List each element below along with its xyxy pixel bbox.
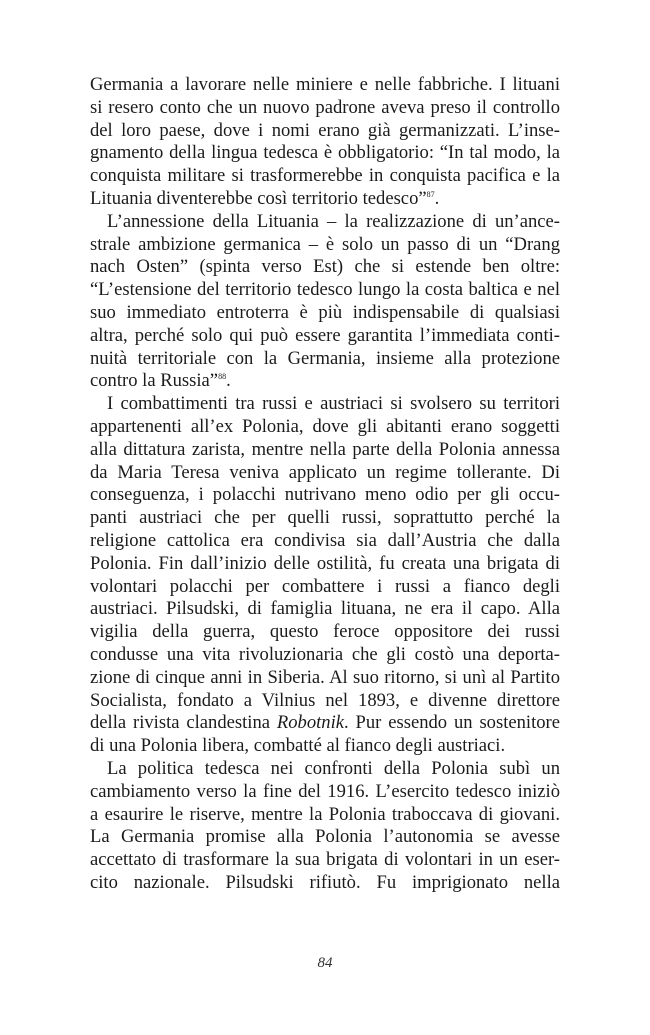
text-line: strale ambizione germanica – è solo un passo di un “Drang [90,233,560,255]
text-line: panti austriaci che per quelli russi, soprattutto perché la [90,507,560,529]
text-segment: . [434,187,440,209]
text-line [90,188,560,211]
text-segment: . Pur essendo un sostenitore [344,712,561,734]
text-line: Polonia. Fin dall’inizio delle ostilità, fu creata una brigata di [90,552,560,574]
text-line: gnamento della lingua tedesca è obbligatorio: “In tal modo, la [90,142,560,164]
text-line: zione di cinque anni in Siberia. Al suo ritorno, si unì al Partito [90,666,560,688]
paragraph [90,74,560,211]
text-line: suo immediato entroterra è più indispensabile di qualsiasi [90,301,560,323]
text-line: nach Osten” (spinta verso Est) che si estende ben oltre: [90,256,560,278]
text-segment: Lituania diventerebbe così territorio tedesco” [90,187,427,209]
periodical-title: Robotnik [276,712,345,734]
text-line: I combattimenti tra russi e austriaci si svolsero su territori [107,393,560,415]
text-line: volontari polacchi per combattere i russi a fianco degli [90,575,560,597]
text-segment: . [226,370,231,392]
text-segment: contro la Russia” [90,370,219,392]
text-line: vigilia della guerra, questo feroce oppositore dei russi [90,621,560,643]
text-line: del loro paese, dove i nomi erano già germanizzati. L’inse- [90,119,560,141]
text-line: appartenenti all’ex Polonia, dove gli abitanti erano soggetti [90,415,560,437]
text-line: di una Polonia libera, combatté al fianco degli austriaci. [90,735,506,757]
footnote-reference: 88 [218,372,227,382]
text-line: conquista militare si trasformerebbe in conquista pacifica e la [90,165,560,187]
text-line: Germania a lavorare nelle miniere e nelle fabbriche. I lituani [90,74,560,95]
text-line: La Germania promise alla Polonia l’autonomia se avesse [90,826,560,848]
text-line: accettato di trasformare la sua brigata di volontari in un eser- [90,849,560,871]
text-line [90,712,560,735]
text-line: cito nazionale. Pilsudski rifiutò. Fu imprigionato nella [90,871,560,893]
paragraph [90,211,560,393]
paragraph [90,393,560,758]
text-line: L’annessione della Lituania – la realizzazione di un’ance- [107,210,560,232]
footnote-reference: 87 [426,189,435,199]
text-line: religione cattolica era condivisa sia dall’Austria che dalla [90,529,560,551]
book-page-body [90,74,560,895]
text-segment: della rivista clandestina [90,712,277,734]
text-line: si resero conto che un nuovo padrone aveva preso il controllo [90,96,560,118]
text-line [90,370,560,393]
paragraph [90,758,560,895]
text-line: austriaci. Pilsudski, di famiglia lituana, ne era il capo. Alla [90,598,560,620]
page-number: 84 [317,955,333,971]
text-line: nuità territoriale con la Germania, insieme alla protezione [90,347,560,369]
text-line: alla dittatura zarista, mentre nella parte della Polonia annessa [90,438,560,460]
text-line: La politica tedesca nei confronti della Polonia subì un [107,757,560,779]
text-line: Socialista, fondato a Vilnius nel 1893, e divenne direttore [90,689,560,711]
text-line: “L’estensione del territorio tedesco lungo la costa baltica e nel [90,279,560,301]
text-line: cambiamento verso la fine del 1916. L’esercito tedesco iniziò [90,780,560,802]
text-line: da Maria Teresa veniva applicato un regime tollerante. Di [90,461,560,483]
text-line: altra, perché solo qui può essere garantita l’immediata conti- [90,324,560,346]
text-line: a esaurire le riserve, mentre la Polonia traboccava di giovani. [90,803,560,825]
text-line: conseguenza, i polacchi nutrivano meno odio per gli occu- [90,484,560,506]
text-line: condusse una vita rivoluzionaria che gli costò una deporta- [90,643,560,665]
